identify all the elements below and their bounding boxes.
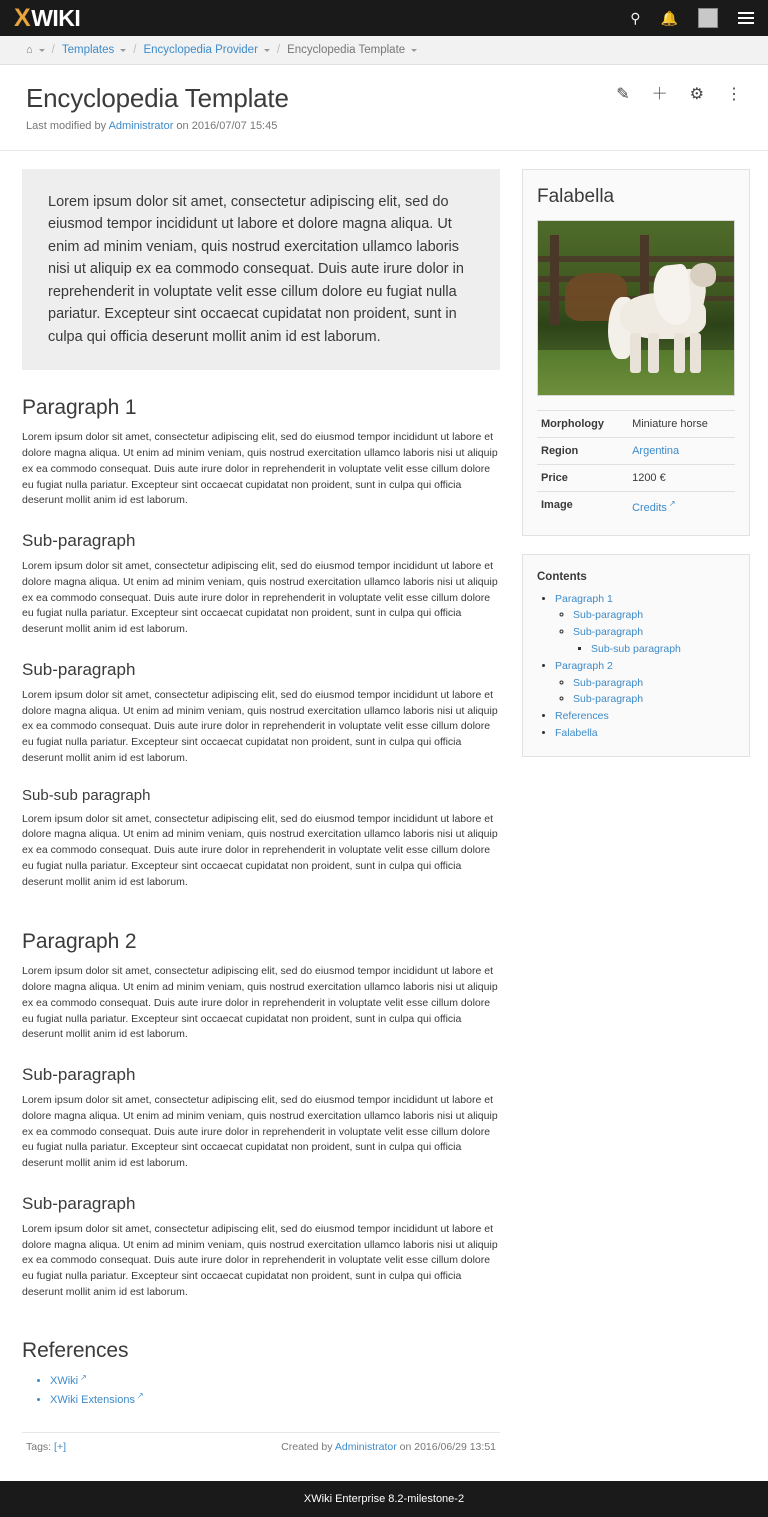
page-header xyxy=(0,65,768,151)
paragraph-text: Lorem ipsum dolor sit amet, consectetur adipiscing elit, sed do eiusmod tempor incididunt ut labore et dolore magna aliqua. Ut enim ad minim veniam, quis nostrud exercitation ullamco laboris nisi ut aliquip ex ea commodo consequat. Duis aute irure dolor in reprehenderit in voluptate velit esse cillum dolore eu fugiat nulla pariatur. Excepteur sint occaecat cupidatat non proident, sunt in culpa qui officia deserunt mollit anim id est laborum. xyxy=(22,688,498,764)
list-item xyxy=(555,708,735,725)
chevron-down-icon[interactable] xyxy=(264,49,270,52)
logo-x-mark: X xyxy=(14,3,31,32)
tags-area xyxy=(26,1441,66,1453)
heading-paragraph-2: Paragraph 2 xyxy=(22,930,137,954)
heading-sub-paragraph-2: Sub-paragraph xyxy=(22,659,136,679)
content-area xyxy=(0,151,768,1463)
creation-info xyxy=(281,1441,496,1453)
last-modified-prefix: Last modified by xyxy=(26,120,107,132)
breadcrumb-separator: / xyxy=(133,44,137,56)
document-action-buttons xyxy=(616,87,742,103)
toc-link-sub-paragraph-4[interactable]: Sub-paragraph xyxy=(573,693,644,706)
document-metadata xyxy=(26,120,742,132)
search-icon[interactable]: ⚲ xyxy=(630,10,641,26)
user-avatar-icon[interactable] xyxy=(698,8,718,28)
top-bar-actions xyxy=(630,8,754,28)
table-row xyxy=(537,438,735,465)
sidebar-column xyxy=(522,169,750,775)
heading-sub-sub-paragraph: Sub-sub paragraph xyxy=(22,786,151,804)
tags-label: Tags: xyxy=(26,1440,52,1453)
breadcrumb-item-templates[interactable]: Templates xyxy=(61,44,115,56)
property-key: Price xyxy=(537,465,628,492)
toc-link-paragraph-2[interactable]: Paragraph 2 xyxy=(555,659,613,672)
paragraph-text: Lorem ipsum dolor sit amet, consectetur adipiscing elit, sed do eiusmod tempor incididunt ut labore et dolore magna aliqua. Ut enim ad minim veniam, quis nostrud exercitation ullamco laboris nisi ut aliquip ex ea commodo consequat. Duis aute irure dolor in reprehenderit in voluptate velit esse cillum dolore eu fugiat nulla pariatur. Excepteur sint occaecat cupidatat non proident, sunt in culpa qui officia deserunt mollit anim id est laborum. xyxy=(22,1222,498,1298)
list-item xyxy=(555,725,735,742)
footer-version-bar: XWiki Enterprise 8.2-milestone-2 xyxy=(0,1481,768,1517)
tags-add-toggle[interactable]: [+] xyxy=(54,1440,66,1453)
property-value xyxy=(628,492,735,521)
paragraph-text: Lorem ipsum dolor sit amet, consectetur adipiscing elit, sed do eiusmod tempor incididunt ut labore et dolore magna aliqua. Ut enim ad minim veniam, quis nostrud exercitation ullamco laboris nisi ut aliquip ex ea commodo consequat. Duis aute irure dolor in reprehenderit in voluptate velit esse cillum dolore eu fugiat nulla pariatur. Excepteur sint occaecat cupidatat non proident, sunt in culpa qui officia deserunt mollit anim id est laborum. xyxy=(22,812,498,888)
edit-pencil-icon[interactable]: ✎ xyxy=(616,86,630,103)
table-row xyxy=(537,492,735,521)
chevron-down-icon[interactable] xyxy=(411,49,417,52)
toc-link-sub-paragraph-3[interactable]: Sub-paragraph xyxy=(573,676,644,689)
gear-icon[interactable]: ⚙ xyxy=(689,86,704,103)
page-title: Encyclopedia Template xyxy=(26,83,289,113)
list-item xyxy=(555,591,735,658)
main-content-column xyxy=(22,169,500,1463)
more-vertical-icon[interactable]: ⋮ xyxy=(726,86,742,103)
list-item xyxy=(573,607,735,624)
falabella-horse-image xyxy=(537,220,735,396)
paragraph-text: Lorem ipsum dolor sit amet, consectetur adipiscing elit, sed do eiusmod tempor incididunt ut labore et dolore magna aliqua. Ut enim ad minim veniam, quis nostrud exercitation ullamco laboris nisi ut aliquip ex ea commodo consequat. Duis aute irure dolor in reprehenderit in voluptate velit esse cillum dolore eu fugiat nulla pariatur. Excepteur sint occaecat cupidatat non proident, sunt in culpa qui officia deserunt mollit anim id est laborum. xyxy=(22,1094,498,1170)
list-item xyxy=(573,675,735,692)
table-row xyxy=(537,465,735,492)
paragraph-text: Lorem ipsum dolor sit amet, consectetur adipiscing elit, sed do eiusmod tempor incididunt ut labore et dolore magna aliqua. Ut enim ad minim veniam, quis nostrud exercitation ullamco laboris nisi ut aliquip ex ea commodo consequat. Duis aute irure dolor in reprehenderit in voluptate velit esse cillum dolore eu fugiat nulla pariatur. Excepteur sint occaecat cupidatat non proident, sunt in culpa qui officia deserunt mollit anim id est laborum. xyxy=(22,560,498,636)
breadcrumb-separator: / xyxy=(51,44,55,56)
toc-link-sub-paragraph-2[interactable]: Sub-paragraph xyxy=(573,626,644,639)
properties-table xyxy=(537,410,735,521)
property-key: Region xyxy=(537,438,628,465)
heading-sub-paragraph-3: Sub-paragraph xyxy=(22,1065,136,1085)
region-link[interactable]: Argentina xyxy=(632,445,680,457)
breadcrumb-item-current: Encyclopedia Template xyxy=(287,44,406,56)
table-of-contents xyxy=(537,591,735,742)
paragraph-text: Lorem ipsum dolor sit amet, consectetur adipiscing elit, sed do eiusmod tempor incididunt ut labore et dolore magna aliqua. Ut enim ad minim veniam, quis nostrud exercitation ullamco laboris nisi ut aliquip ex ea commodo consequat. Duis aute irure dolor in reprehenderit in voluptate velit esse cillum dolore eu fugiat nulla pariatur. Excepteur sint occaecat cupidatat non proident, sunt in culpa qui officia deserunt mollit anim id est laborum. xyxy=(22,431,498,507)
heading-references: References xyxy=(22,1338,129,1362)
toc-sublist xyxy=(555,675,735,709)
breadcrumb xyxy=(0,36,768,65)
fence-post-decoration xyxy=(550,235,559,325)
created-by-author-link[interactable]: Administrator xyxy=(334,1440,397,1453)
created-date: on 2016/06/29 13:51 xyxy=(399,1440,496,1453)
toc-subsublist xyxy=(573,641,735,658)
last-modified-date: on 2016/07/07 15:45 xyxy=(176,120,278,132)
breadcrumb-separator: / xyxy=(276,44,281,56)
breadcrumb-item-encyclopedia-provider[interactable]: Encyclopedia Provider xyxy=(143,44,258,56)
toc-sublist xyxy=(555,607,735,657)
toc-link-falabella[interactable]: Falabella xyxy=(555,727,598,740)
white-horse-decoration xyxy=(614,263,722,375)
bell-icon[interactable]: 🔔 xyxy=(660,10,678,26)
list-item xyxy=(573,691,735,708)
list-item xyxy=(50,1391,500,1406)
property-value: 1200 € xyxy=(628,465,735,492)
heading-paragraph-1: Paragraph 1 xyxy=(22,396,137,420)
list-item xyxy=(50,1373,500,1388)
property-key: Morphology xyxy=(537,411,628,438)
toc-link-sub-sub-paragraph[interactable]: Sub-sub paragraph xyxy=(591,643,681,656)
paragraph-text: Lorem ipsum dolor sit amet, consectetur adipiscing elit, sed do eiusmod tempor incididunt ut labore et dolore magna aliqua. Ut enim ad minim veniam, quis nostrud exercitation ullamco laboris nisi ut aliquip ex ea commodo consequat. Duis aute irure dolor in reprehenderit in voluptate velit esse cillum dolore eu fugiat nulla pariatur. Excepteur sint occaecat cupidatat non proident, sunt in culpa qui officia deserunt mollit anim id est laborum. xyxy=(22,965,498,1041)
toc-link-sub-paragraph-1[interactable]: Sub-paragraph xyxy=(573,609,644,622)
property-key: Image xyxy=(537,492,628,521)
info-panel-title: Falabella xyxy=(537,186,615,207)
heading-sub-paragraph-1: Sub-paragraph xyxy=(22,531,136,551)
contents-panel-title: Contents xyxy=(537,570,587,583)
home-icon[interactable]: ⌂ xyxy=(26,44,33,56)
references-list xyxy=(22,1373,500,1406)
reference-link-xwiki[interactable]: XWiki ↗ xyxy=(50,1375,87,1387)
reference-link-xwiki-extensions[interactable]: XWiki Extensions ↗ xyxy=(50,1394,144,1406)
xwiki-logo[interactable] xyxy=(14,4,80,33)
image-credits-link[interactable]: Credits ↗ xyxy=(632,502,676,514)
logo-wordmark: WIKI xyxy=(31,4,81,31)
add-icon[interactable]: ＋ xyxy=(651,86,668,103)
info-panel xyxy=(522,169,750,536)
menu-icon[interactable] xyxy=(738,12,754,24)
toc-link-paragraph-1[interactable]: Paragraph 1 xyxy=(555,592,613,605)
heading-sub-paragraph-4: Sub-paragraph xyxy=(22,1193,136,1213)
document-footer xyxy=(22,1432,500,1463)
chevron-down-icon[interactable] xyxy=(120,49,126,52)
lead-paragraph-box: Lorem ipsum dolor sit amet, consectetur adipiscing elit, sed do eiusmod tempor incididunt ut labore et dolore magna aliqua. Ut enim ad minim veniam, quis nostrud exercitation ullamco laboris nisi ut aliquip ex ea commodo consequat. Duis aute irure dolor in reprehenderit in voluptate velit esse cillum dolore eu fugiat nulla pariatur. Excepteur sint occaecat cupidatat non proident, sunt in culpa qui officia deserunt mollit anim id est laborum. xyxy=(22,169,500,370)
chevron-down-icon[interactable] xyxy=(39,49,45,52)
property-value xyxy=(628,438,735,465)
property-value: Miniature horse xyxy=(628,411,735,438)
toc-link-references[interactable]: References xyxy=(555,710,609,723)
top-navigation-bar xyxy=(0,0,768,36)
last-modified-author-link[interactable]: Administrator xyxy=(108,120,174,132)
created-by-prefix: Created by xyxy=(281,1440,333,1453)
list-item xyxy=(555,658,735,708)
table-row xyxy=(537,411,735,438)
contents-panel xyxy=(522,554,750,757)
list-item xyxy=(591,641,735,658)
list-item xyxy=(573,624,735,658)
